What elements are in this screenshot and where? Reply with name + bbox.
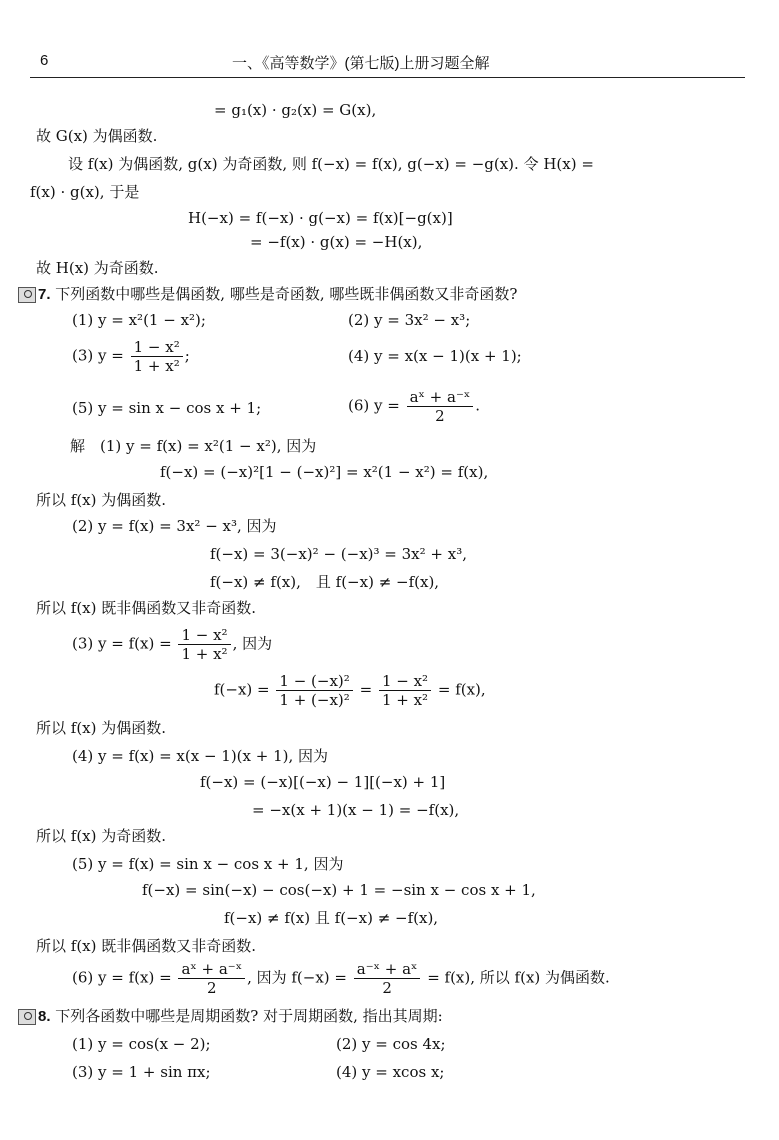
punct: ; <box>184 346 190 365</box>
option-label: (3) y = <box>72 346 124 365</box>
option: (2) y = 3x² − x³; <box>348 311 471 329</box>
fraction <box>379 672 431 709</box>
expr: = <box>359 680 373 699</box>
text-line: f(−x) = (−x)²[1 − (−x)²] = x²(1 − x²) = f(x), <box>160 463 489 481</box>
question-7 <box>18 284 517 305</box>
denominator: 1 + x² <box>181 645 228 663</box>
option: (1) y = x²(1 − x²); <box>72 311 206 329</box>
text-line: 故 H(x) 为奇函数. <box>36 259 159 277</box>
denominator: 1 + x² <box>381 691 429 709</box>
question-number: 8. <box>38 1008 51 1025</box>
header-rule <box>30 77 745 78</box>
equation-line <box>72 626 272 663</box>
equation-line <box>214 672 486 709</box>
numerator: 1 − x² <box>131 338 183 357</box>
expr: (3) y = f(x) = <box>72 634 172 653</box>
option-fraction <box>72 338 190 375</box>
text-line: 所以 f(x) 为奇函数. <box>36 827 167 845</box>
numerator: aˣ + a⁻ˣ <box>407 388 474 407</box>
text-line: (2) y = f(x) = 3x² − x³, 因为 <box>72 517 277 535</box>
denominator: 2 <box>382 979 392 997</box>
denominator: 1 + x² <box>133 357 180 375</box>
question-8 <box>18 1006 443 1027</box>
fraction <box>178 960 245 997</box>
text-line: (4) y = f(x) = x(x − 1)(x + 1), 因为 <box>72 747 329 765</box>
expr: f(−x) = <box>214 680 270 699</box>
option: (2) y = cos 4x; <box>336 1035 446 1053</box>
question-number: 7. <box>38 286 51 303</box>
fraction <box>131 338 183 375</box>
question-text: 下列函数中哪些是偶函数, 哪些是奇函数, 哪些既非偶函数又非奇函数? <box>55 285 518 303</box>
numerator: a⁻ˣ + aˣ <box>354 960 421 979</box>
numerator: aˣ + a⁻ˣ <box>178 960 245 979</box>
text-line: f(−x) ≠ f(x), 且 f(−x) ≠ −f(x), <box>210 573 440 591</box>
expr: , 因为 <box>232 634 273 653</box>
text-line: f(x) · g(x), 于是 <box>30 183 140 201</box>
text-line: 解 (1) y = f(x) = x²(1 − x²), 因为 <box>70 437 317 455</box>
numerator: 1 − x² <box>379 672 431 691</box>
denominator: 1 + (−x)² <box>279 691 350 709</box>
running-title: 一、《高等数学》(第七版)上册习题全解 <box>232 55 490 72</box>
fraction <box>276 672 352 709</box>
equation-line <box>72 960 610 997</box>
text-line: 所以 f(x) 为偶函数. <box>36 719 167 737</box>
text-line: f(−x) = 3(−x)² − (−x)³ = 3x² + x³, <box>210 545 467 563</box>
text-line: (5) y = f(x) = sin x − cos x + 1, 因为 <box>72 855 344 873</box>
text-line: f(−x) = sin(−x) − cos(−x) + 1 = −sin x − cos x + 1, <box>142 881 536 899</box>
option: (1) y = cos(x − 2); <box>72 1035 211 1053</box>
text-line: = g₁(x) · g₂(x) = G(x), <box>214 101 377 119</box>
text-line: 所以 f(x) 既非偶函数又非奇函数. <box>36 599 257 617</box>
numerator: 1 − x² <box>178 626 230 645</box>
text-line: f(−x) = (−x)[(−x) − 1][(−x) + 1] <box>200 773 446 791</box>
denominator: 2 <box>435 407 445 425</box>
expr: = f(x), <box>437 680 486 699</box>
text-line: 设 f(x) 为偶函数, g(x) 为奇函数, 则 f(−x) = f(x), g(−x) = −g(x). 令 H(x) = <box>68 155 594 173</box>
text-line: f(−x) ≠ f(x) 且 f(−x) ≠ −f(x), <box>224 909 439 927</box>
search-icon <box>18 1009 36 1025</box>
option: (5) y = sin x − cos x + 1; <box>72 399 262 417</box>
option-label: (6) y = <box>348 396 400 415</box>
option: (4) y = xcos x; <box>336 1063 445 1081</box>
fraction <box>354 960 421 997</box>
text-line: = −f(x) · g(x) = −H(x), <box>250 233 423 251</box>
text-line: 所以 f(x) 为偶函数. <box>36 491 167 509</box>
fraction <box>407 388 474 425</box>
expr: (6) y = f(x) = <box>72 968 172 987</box>
text-line: = −x(x + 1)(x − 1) = −f(x), <box>252 801 460 819</box>
search-icon <box>18 287 36 303</box>
punct: . <box>475 396 481 415</box>
text-line: 所以 f(x) 既非偶函数又非奇函数. <box>36 937 257 955</box>
expr: , 因为 f(−x) = <box>247 968 347 987</box>
denominator: 2 <box>206 979 217 997</box>
option: (4) y = x(x − 1)(x + 1); <box>348 347 522 365</box>
option: (3) y = 1 + sin πx; <box>72 1063 211 1081</box>
numerator: 1 − (−x)² <box>276 672 352 691</box>
page-number: 6 <box>40 52 49 69</box>
fraction <box>178 626 230 663</box>
expr: = f(x), 所以 f(x) 为偶函数. <box>427 968 610 987</box>
question-text: 下列各函数中哪些是周期函数? 对于周期函数, 指出其周期: <box>55 1007 443 1025</box>
text-line: 故 G(x) 为偶函数. <box>36 127 158 145</box>
text-line: H(−x) = f(−x) · g(−x) = f(x)[−g(x)] <box>188 209 453 227</box>
option-fraction <box>348 388 480 425</box>
